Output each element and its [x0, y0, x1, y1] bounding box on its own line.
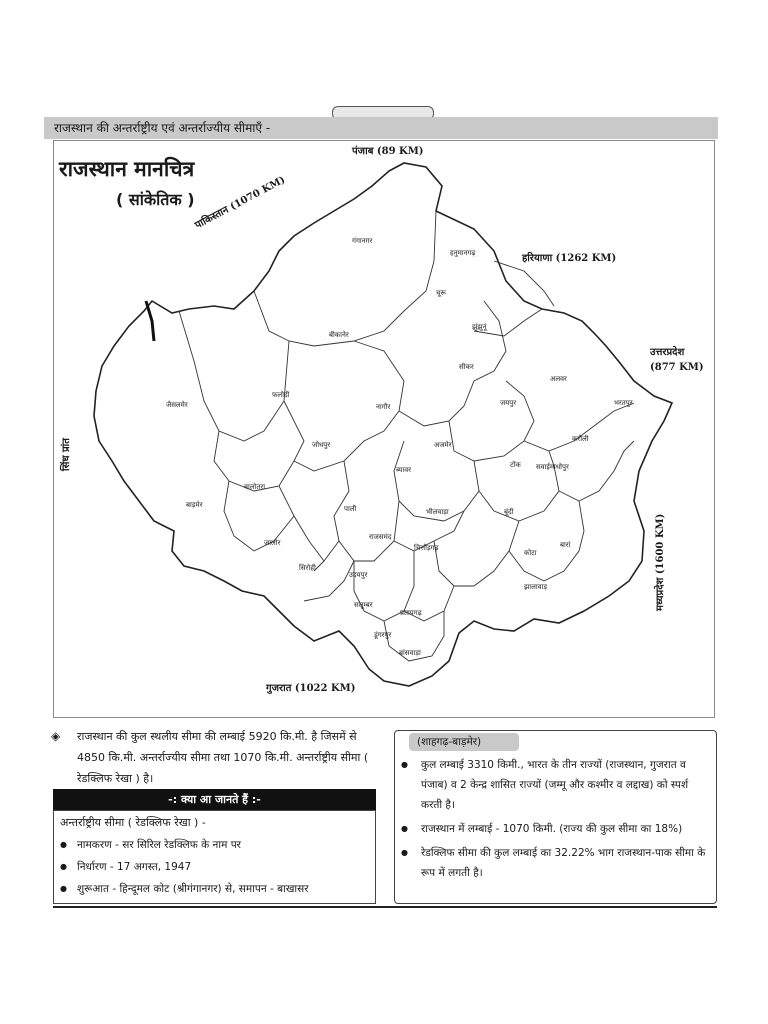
district-churu: चूरू: [436, 289, 446, 297]
district-balotra: बालोतरा: [244, 483, 266, 491]
district-baran: बारां: [560, 541, 571, 549]
rajasthan-map: [53, 140, 715, 718]
district-ajmer: अजमेर: [434, 441, 452, 449]
label-madhya-pradesh: मध्यप्रदेश (1600 KM): [655, 513, 666, 611]
label-pakistan: पाकिस्तान (1070 KM): [193, 174, 288, 232]
did-you-know-heading: -: क्या आ जानते हैं :-: [53, 789, 376, 810]
district-chittorgarh: चित्तौड़गढ़: [414, 544, 439, 552]
label-uttar-pradesh: उत्तरप्रदेश: [650, 347, 685, 358]
radcliffe-heading: अन्तर्राष्ट्रीय सीमा ( रेडक्लिफ रेखा ) -: [60, 816, 206, 829]
district-jhalawar: झालावाड़: [524, 583, 548, 591]
list-item: ● राजस्थान में लम्बाई - 1070 किमी. (राज्य की कुल सीमा का 18%): [401, 819, 709, 839]
district-karauli: करौली: [572, 435, 589, 443]
list-item: ● नामकरण - सर सिरिल रेडक्लिफ के नाम पर: [60, 834, 369, 856]
shahgarh-barmer-tab: (शाहगढ़-बाड़मेर): [409, 733, 519, 751]
border-summary-note: [53, 726, 383, 789]
district-lines: [179, 211, 634, 661]
district-phalodi: फलोदी: [272, 391, 290, 399]
district-jaipur: जयपुर: [500, 399, 517, 407]
district-beawar: ब्यावर: [396, 466, 411, 474]
district-salumbar: सलूम्बर: [354, 601, 373, 609]
label-gujarat: गुजरात (1022 KM): [266, 683, 356, 694]
district-alwar: अलवर: [550, 375, 567, 383]
district-pratapgarh: प्रतापगढ़: [400, 609, 422, 617]
district-pali: पाली: [344, 505, 357, 513]
district-kota: कोटा: [524, 549, 537, 557]
label-sindh: सिंध प्रांत: [61, 438, 72, 471]
district-jhunjhunu: झुंझुनूं: [472, 323, 487, 331]
label-punjab: पंजाब (89 KM): [352, 146, 424, 157]
map-title: राजस्थान मानचित्र: [59, 156, 195, 181]
radcliffe-details-list: [401, 755, 709, 887]
district-bhilwara: भीलवाड़ा: [426, 508, 449, 516]
district-hanumangarh: हनुमानगढ़: [450, 249, 476, 257]
district-bundi: बूंदी: [504, 508, 514, 516]
map-subtitle: ( सांकेतिक ): [116, 190, 195, 209]
district-dungarpur: डूंगरपुर: [374, 631, 392, 639]
label-up-km: (877 KM): [650, 362, 704, 373]
district-barmer: बाड़मेर: [186, 501, 203, 509]
district-jaisalmer: जैसलमेर: [166, 401, 188, 409]
page-header: राजस्थान की अन्तर्राष्ट्रीय एवं अन्तर्राज्यीय सीमाएँ -: [44, 117, 718, 139]
border-summary-text: राजस्थान की कुल स्थलीय सीमा की लम्बाई 5920 कि.मी. है जिसमें से 4850 कि.मी. अन्तर्राज्यीय सीमा तथा 1070 कि.मी. अन्तर्राष्ट्रीय सीमा ( रेडक्लिफ रेखा ) है।: [77, 730, 369, 785]
district-rajsamand: राजसमंद: [369, 533, 392, 541]
label-haryana: हरियाणा (1262 KM): [522, 253, 617, 264]
district-bikaner: बीकानेर: [329, 331, 349, 339]
bottom-divider: [53, 906, 717, 908]
diamond-bullet-icon: ◈: [51, 729, 61, 743]
district-sawai-madhopur: सवाईमाधोपुर: [536, 463, 569, 471]
district-bharatpur: भरतपुर: [614, 399, 633, 407]
radcliffe-box: [53, 810, 376, 904]
district-jodhpur: जोधपुर: [312, 441, 331, 449]
list-item: ● रेडक्लिफ सीमा की कुल लम्बाई का 32.22% भाग राजस्थान-पाक सीमा के रूप में लगती है।: [401, 843, 709, 883]
state-boundary: [94, 163, 672, 686]
list-item: ● शुरूआत - हिन्दूमल कोट (श्रीगंगानगर) से, समापन - बाखासर: [60, 878, 369, 900]
list-item: ● निर्धारण - 17 अगस्त, 1947: [60, 856, 369, 878]
district-tonk: टोंक: [510, 461, 521, 469]
district-sikar: सीकर: [459, 363, 474, 371]
list-item: ● कुल लम्बाई 3310 किमी., भारत के तीन राज्यों (राजस्थान, गुजरात व पंजाब) व 2 केन्द्र शासित राज्यों (जम्मू और कश्मीर व लद्दाख) को स्पर्श करती है।: [401, 755, 709, 815]
radcliffe-details-box: [394, 730, 717, 904]
district-jalore: जालोर: [264, 539, 281, 547]
district-ganganagar: गंगानगर: [352, 237, 373, 245]
district-udaipur: उदयपुर: [349, 571, 368, 579]
district-nagaur: नागौर: [376, 403, 391, 411]
pakistan-border-thick: [146, 301, 154, 341]
district-banswara: बांसवाड़ा: [399, 649, 421, 657]
radcliffe-list: [54, 834, 375, 900]
district-sirohi: सिरोही: [299, 564, 316, 572]
